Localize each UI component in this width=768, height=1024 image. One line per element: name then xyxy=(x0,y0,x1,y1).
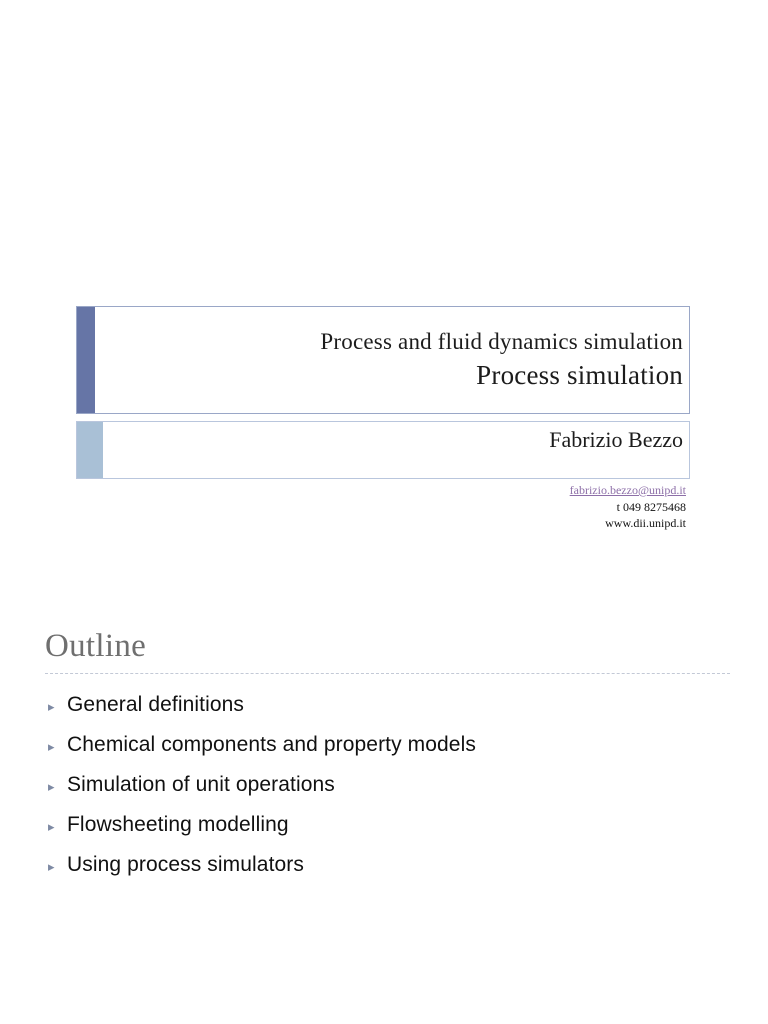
lecture-title: Process simulation xyxy=(476,360,683,390)
author-name: Fabrizio Bezzo xyxy=(549,427,683,452)
outline-slide xyxy=(0,600,768,1024)
contact-block xyxy=(76,482,686,532)
list-item xyxy=(45,845,735,885)
title-block xyxy=(76,306,690,414)
phone-line: t 049 8275468 xyxy=(616,499,686,514)
triangle-bullet-icon: ▸ xyxy=(48,779,55,794)
list-item-label: Chemical components and property models xyxy=(67,733,476,756)
title-divider xyxy=(45,673,730,674)
list-item-label: General definitions xyxy=(67,693,245,716)
author-block xyxy=(76,421,690,479)
triangle-bullet-icon: ▸ xyxy=(48,699,55,714)
course-title: Process and fluid dynamics simulation xyxy=(320,329,683,354)
email-link[interactable]: fabrizio.bezzo@unipd.it xyxy=(569,483,686,497)
email-line xyxy=(76,482,686,499)
list-item-label: Flowsheeting modelling xyxy=(67,813,289,836)
list-item xyxy=(45,805,735,845)
author-text-group xyxy=(103,422,689,478)
list-item-label: Using process simulators xyxy=(67,853,304,876)
triangle-bullet-icon: ▸ xyxy=(48,739,55,754)
website-line: www.dii.unipd.it xyxy=(605,516,686,530)
outline-list xyxy=(45,685,735,885)
list-item-label: Simulation of unit operations xyxy=(67,773,335,796)
title-accent-bar xyxy=(77,307,95,413)
list-item xyxy=(45,725,735,765)
list-item xyxy=(45,765,735,805)
list-item xyxy=(45,685,735,725)
title-text-group xyxy=(95,307,689,413)
page-title: Outline xyxy=(45,628,147,664)
triangle-bullet-icon: ▸ xyxy=(48,859,55,874)
author-accent-bar xyxy=(77,422,103,478)
triangle-bullet-icon: ▸ xyxy=(48,819,55,834)
